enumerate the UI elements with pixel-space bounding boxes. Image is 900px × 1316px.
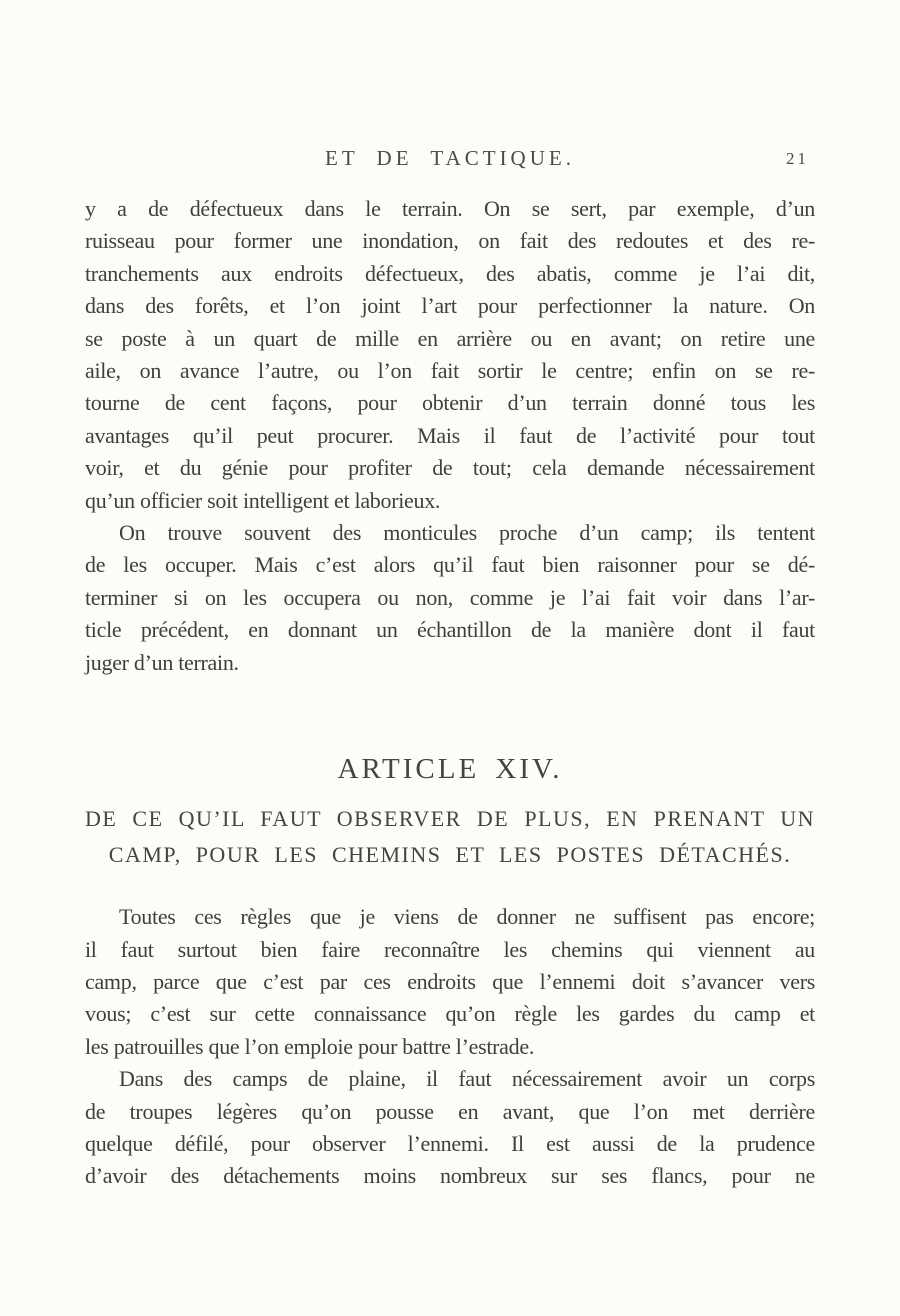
text-line: terminer si on les occupera ou non, comme je l’ai fait voir dans l’ar-: [85, 584, 815, 610]
text-line: les patrouilles que l’on emploie pour battre l’estrade.: [85, 1033, 535, 1059]
text-line: ticle précédent, en donnant un échantillon de la manière dont il faut: [85, 617, 815, 643]
paragraph-1: [85, 193, 815, 517]
text-line: tourne de cent façons, pour obtenir d’un terrain donné tous les: [85, 390, 815, 416]
subtitle-line: CAMP, POUR LES CHEMINS ET LES POSTES DÉTACHÉS.: [108, 842, 792, 868]
text-line: voir, et du génie pour profiter de tout; cela demande nécessairement: [85, 455, 815, 481]
text-line: de les occuper. Mais c’est alors qu’il faut bien raisonner pour se dé-: [85, 552, 815, 578]
text-line: ruisseau pour former une inondation, on fait des redoutes et des re-: [85, 228, 815, 254]
text-line: Dans des camps de plaine, il faut nécessairement avoir un corps: [119, 1066, 815, 1092]
text-line: qu’un officier soit intelligent et laborieux.: [85, 487, 441, 513]
page-header: [85, 146, 815, 172]
text-line: il faut surtout bien faire reconnaître les chemins qui viennent au: [85, 936, 815, 962]
text-line: aile, on avance l’autre, ou l’on fait sortir le centre; enfin on se re-: [85, 358, 815, 384]
text-line: On trouve souvent des monticules proche d’un camp; ils tentent: [119, 520, 815, 546]
article-subtitle: [85, 801, 815, 873]
running-title: ET DE TACTIQUE.: [325, 146, 575, 170]
text-block: [85, 146, 815, 1193]
text-line: de troupes légères qu’on pousse en avant, que l’on met derrière: [85, 1098, 815, 1124]
text-line: vous; c’est sur cette connaissance qu’on règle les gardes du camp et: [85, 1001, 815, 1027]
text-line: juger d’un terrain.: [85, 649, 239, 675]
text-line: camp, parce que c’est par ces endroits que l’ennemi doit s’avancer vers: [85, 968, 815, 994]
text-line: tranchements aux endroits défectueux, des abatis, comme je l’ai dit,: [85, 260, 815, 286]
paragraph-4: [85, 1063, 815, 1193]
text-line: dans des forêts, et l’on joint l’art pour perfectionner la nature. On: [85, 293, 815, 319]
text-line: d’avoir des détachements moins nombreux sur ses flancs, pour ne: [85, 1163, 815, 1189]
paragraph-3: [85, 901, 815, 1063]
text-line: se poste à un quart de mille en arrière ou en avant; on retire une: [85, 325, 815, 351]
text-line: avantages qu’il peut procurer. Mais il faut de l’activité pour tout: [85, 422, 815, 448]
article-heading: ARTICLE XIV.: [337, 753, 563, 786]
subtitle-line: DE CE QU’IL FAUT OBSERVER DE PLUS, EN PRENANT UN: [85, 806, 815, 832]
page-number: 21: [786, 149, 809, 168]
text-line: quelque défilé, pour observer l’ennemi. Il est aussi de la prudence: [85, 1130, 815, 1156]
text-line: Toutes ces règles que je viens de donner ne suffisent pas encore;: [119, 904, 815, 930]
paragraph-2: [85, 517, 815, 679]
text-line: y a de défectueux dans le terrain. On se sert, par exemple, d’un: [85, 196, 815, 221]
